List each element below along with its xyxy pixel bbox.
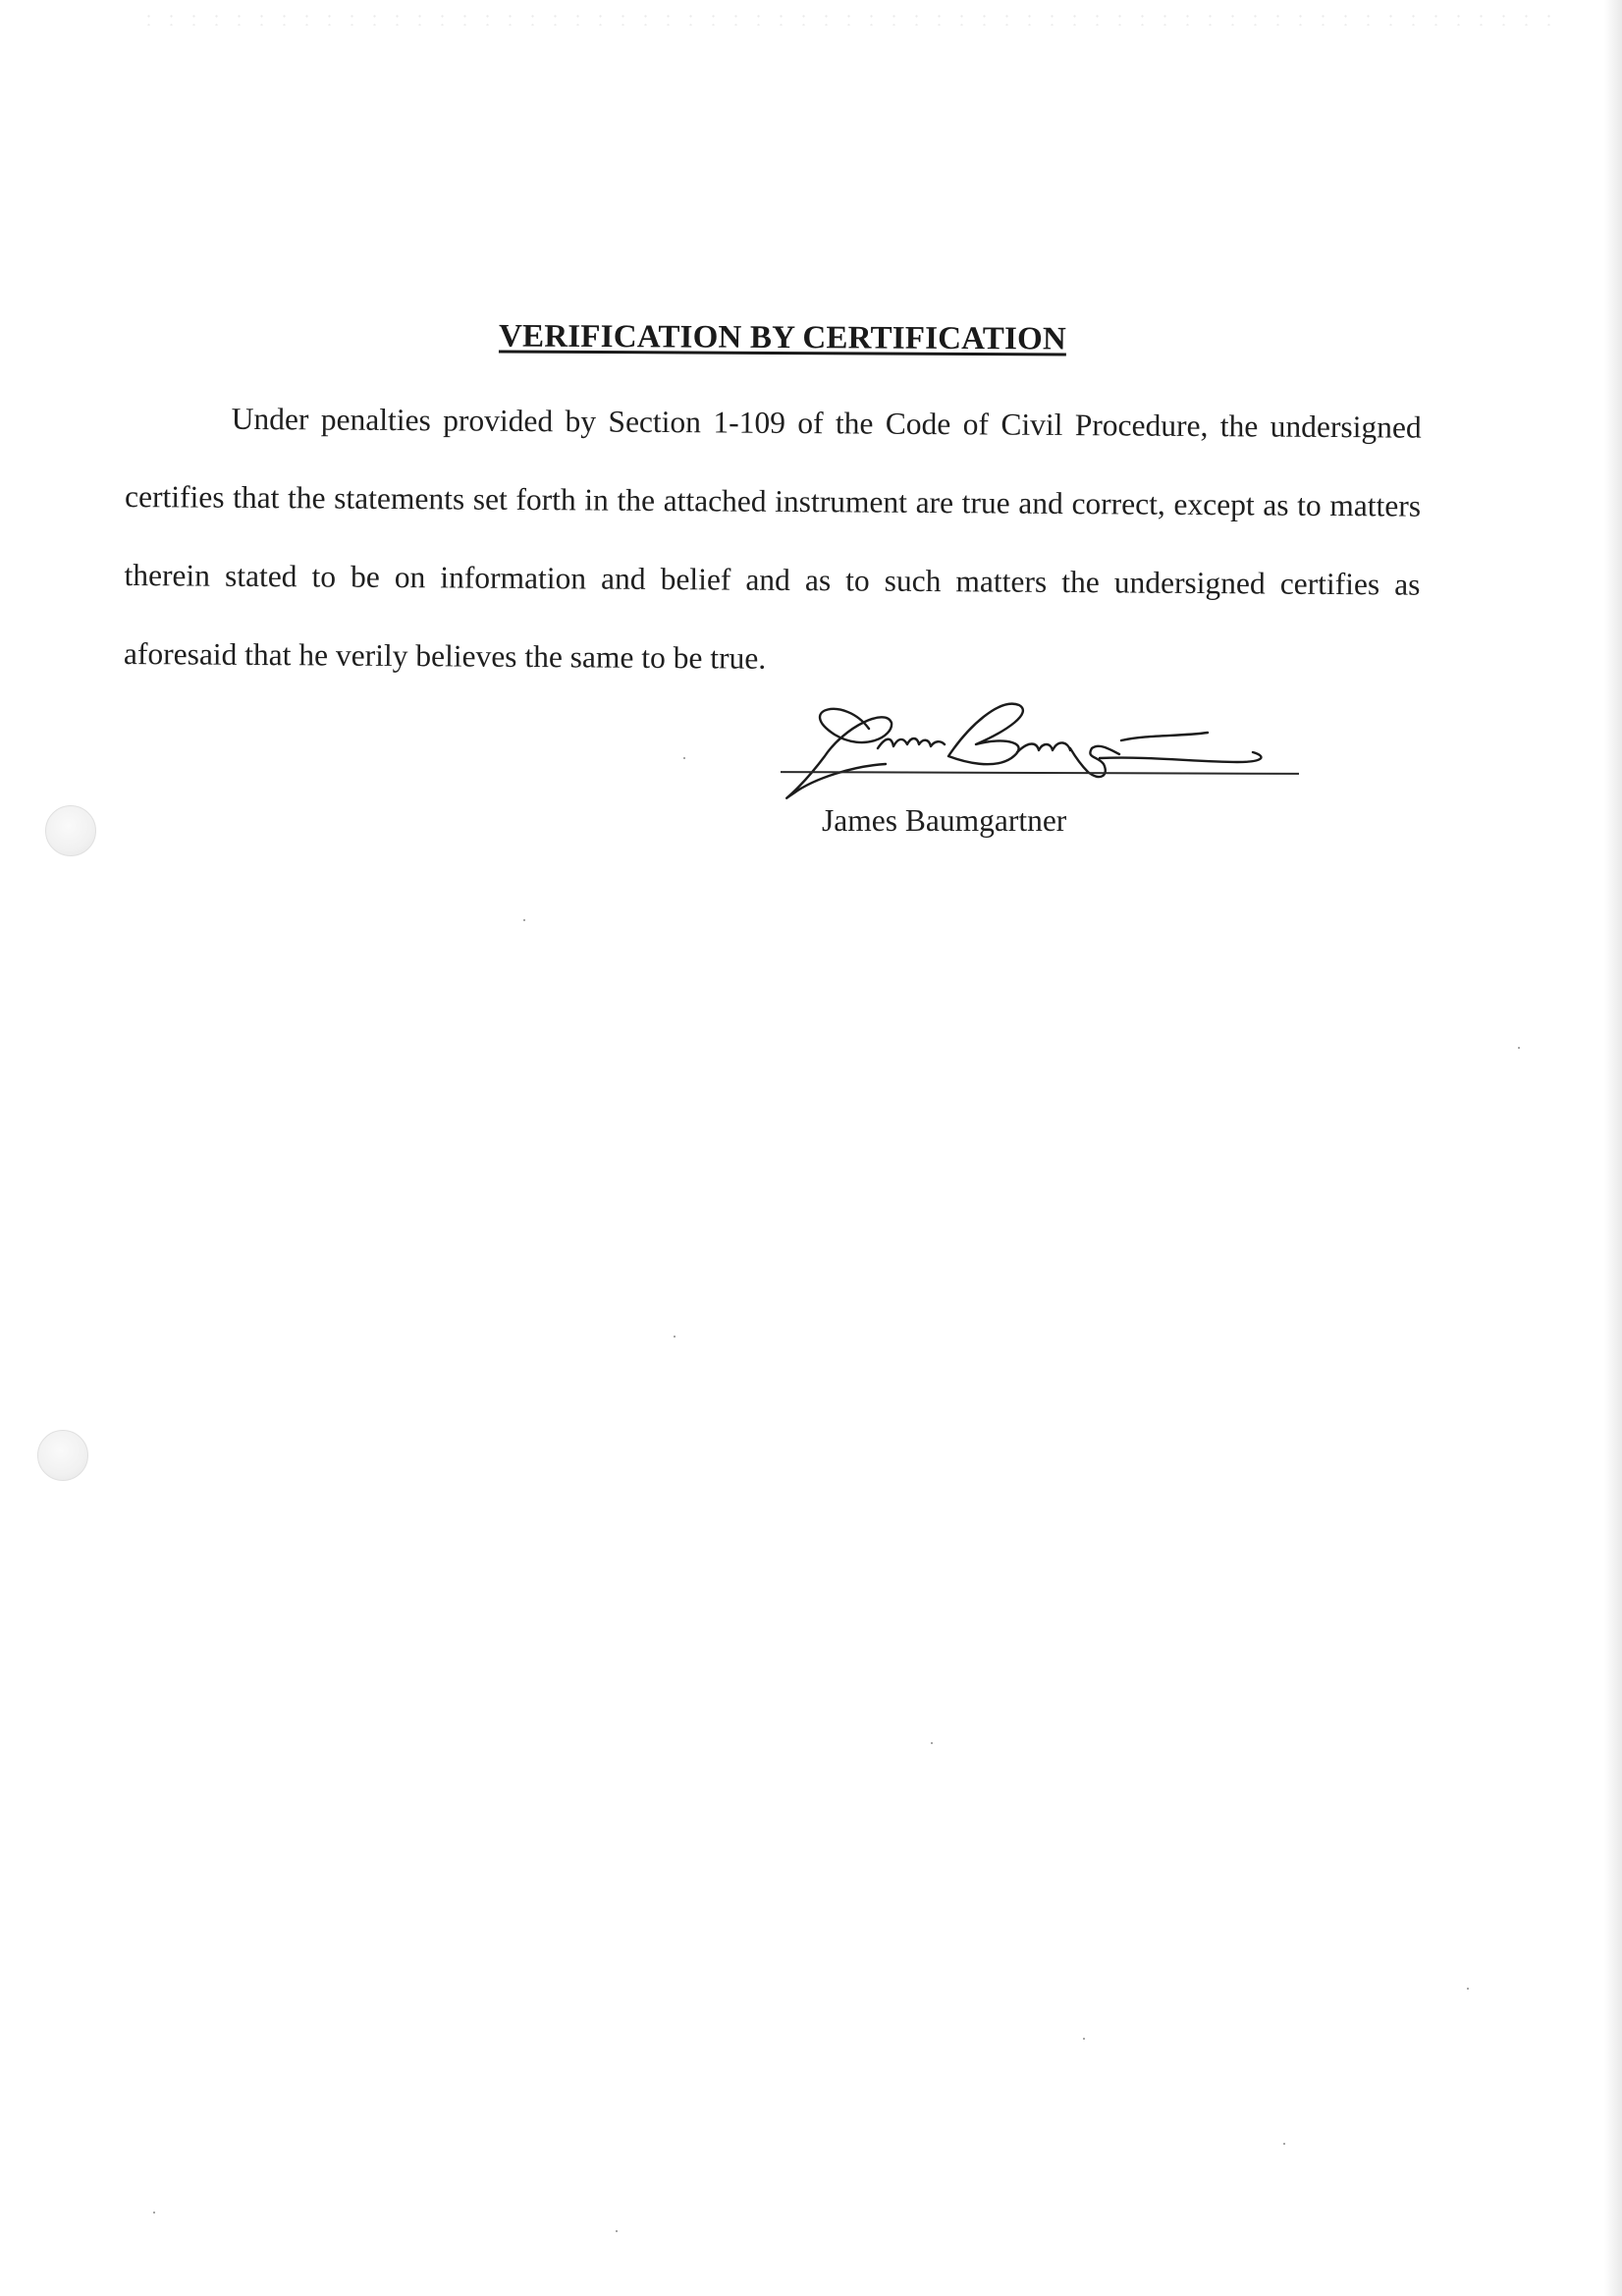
scan-speck — [1083, 2038, 1085, 2040]
scan-noise-band — [137, 12, 1561, 26]
scan-speck — [683, 757, 685, 759]
scan-speck — [674, 1336, 676, 1338]
punch-hole — [37, 1430, 88, 1481]
certification-paragraph: Under penalties provided by Section 1-109 of the Code of Civil Procedure, the undersigned certifies that the statements set forth in the attached instrument are true and correct, except as to matters therein stated to be on information and belief and as to such matters the undersigned certifies as aforesaid that he verily believes the same to be true. — [123, 401, 1422, 676]
scan-edge-shadow — [1604, 0, 1622, 2296]
scan-speck — [1467, 1988, 1469, 1990]
signer-name: James Baumgartner — [822, 803, 1067, 838]
scan-speck — [1283, 2143, 1285, 2145]
scan-speck — [1518, 1047, 1520, 1049]
handwritten-signature — [776, 687, 1306, 815]
scan-speck — [523, 919, 525, 921]
punch-hole — [45, 805, 96, 856]
scan-speck — [153, 2212, 155, 2214]
scan-speck — [931, 1742, 933, 1744]
document-title: VERIFICATION BY CERTIFICATION — [498, 318, 1067, 357]
scan-speck — [616, 2230, 618, 2232]
